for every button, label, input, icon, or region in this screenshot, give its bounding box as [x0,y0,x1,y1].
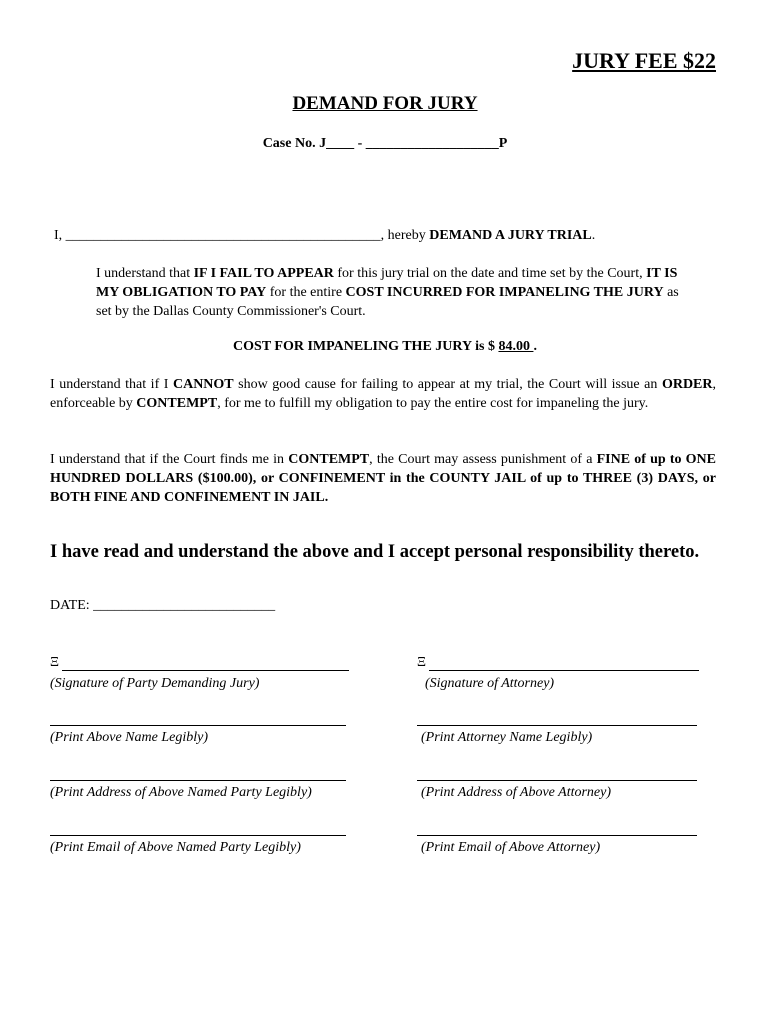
obligation-text-4: as set by the Dallas County Commissioner's Court. [96,285,679,319]
order-bold-2: ORDER [661,377,713,392]
attorney-email-line[interactable] [417,821,697,836]
signature-mark-icon: Ξ [417,655,427,670]
date-field [50,598,275,614]
order-text-1: I understand that if I [50,377,173,392]
obligation-bold-2: IT IS MY OBLIGATION TO PAY [96,266,678,300]
attorney-name-caption: (Print Attorney Name Legibly) [421,730,593,745]
attorney-signature-caption: (Signature of Attorney) [425,676,555,691]
obligation-bold-3: COST INCURRED FOR IMPANELING THE JURY [345,285,664,300]
punishment-bold-2: FINE of up to ONE HUNDRED DOLLARS ($100.00), or CONFINEMENT in the COUNTY JAIL of up to THREE (3) DAYS, or BOTH FINE AND CONFINEMENT IN JAIL. [50,452,717,505]
party-address-line[interactable] [50,766,346,781]
date-blank[interactable]: __________________________ [93,598,276,613]
party-email-caption: (Print Email of Above Named Party Legibly) [50,840,301,855]
jury-fee-header: JURY FEE $22 [572,48,716,73]
attorney-address-line[interactable] [417,766,697,781]
obligation-text-1: I understand that [96,266,194,281]
order-text-4: , for me to fulfill my obligation to pay the entire cost for impaneling the jury. [217,396,649,411]
attorney-name-line[interactable] [417,711,697,726]
obligation-bold-1: IF I FAIL TO APPEAR [193,266,334,281]
party-email-line[interactable] [50,821,346,836]
cost-label: COST FOR IMPANELING THE JURY is $ [233,339,499,354]
attorney-signature-line[interactable] [429,656,699,671]
acceptance-statement: I have read and understand the above and I accept personal responsibility thereto. [50,542,700,562]
attorney-email-caption: (Print Email of Above Attorney) [421,840,601,855]
party-name-caption: (Print Above Name Legibly) [50,730,208,745]
contempt-order-paragraph [50,375,716,413]
party-name-line[interactable] [50,711,346,726]
cost-line [0,339,770,355]
demand-bold: DEMAND A JURY TRIAL [429,228,592,243]
party-address-caption: (Print Address of Above Named Party Legibly) [50,785,312,800]
demand-prefix: I, [54,228,66,243]
obligation-text-3: for the entire [266,285,346,300]
punishment-paragraph [50,450,716,507]
demand-end: . [591,228,596,243]
party-signature-line[interactable] [62,656,349,671]
punishment-text-1: I understand that if the Court finds me in [50,452,289,467]
obligation-paragraph [96,264,686,321]
signature-mark-icon: Ξ [50,655,60,670]
order-bold-1: CANNOT [172,377,234,392]
order-text-2: show good cause for failing to appear at my trial, the Court will issue an [233,377,662,392]
punishment-text-2: , the Court may assess punishment of a [369,452,597,467]
order-bold-3: CONTEMPT [136,396,218,411]
cost-amount: 84.00 [498,339,534,354]
date-label: DATE: [50,598,94,613]
demand-middle: , hereby [380,228,430,243]
demand-statement [54,228,595,244]
order-text-3: , enforceable by [50,377,716,411]
party-signature-caption: (Signature of Party Demanding Jury) [50,676,260,691]
obligation-text-2: for this jury trial on the date and time set by the Court, [333,266,647,281]
demand-name-blank[interactable]: _____________________________________________ [65,228,381,243]
document-title: DEMAND FOR JURY [292,93,478,114]
punishment-bold-1: CONTEMPT [288,452,370,467]
cost-end: . [533,339,537,354]
attorney-address-caption: (Print Address of Above Attorney) [421,785,612,800]
case-number-field[interactable]: Case No. J____ - ___________________P [262,136,508,151]
